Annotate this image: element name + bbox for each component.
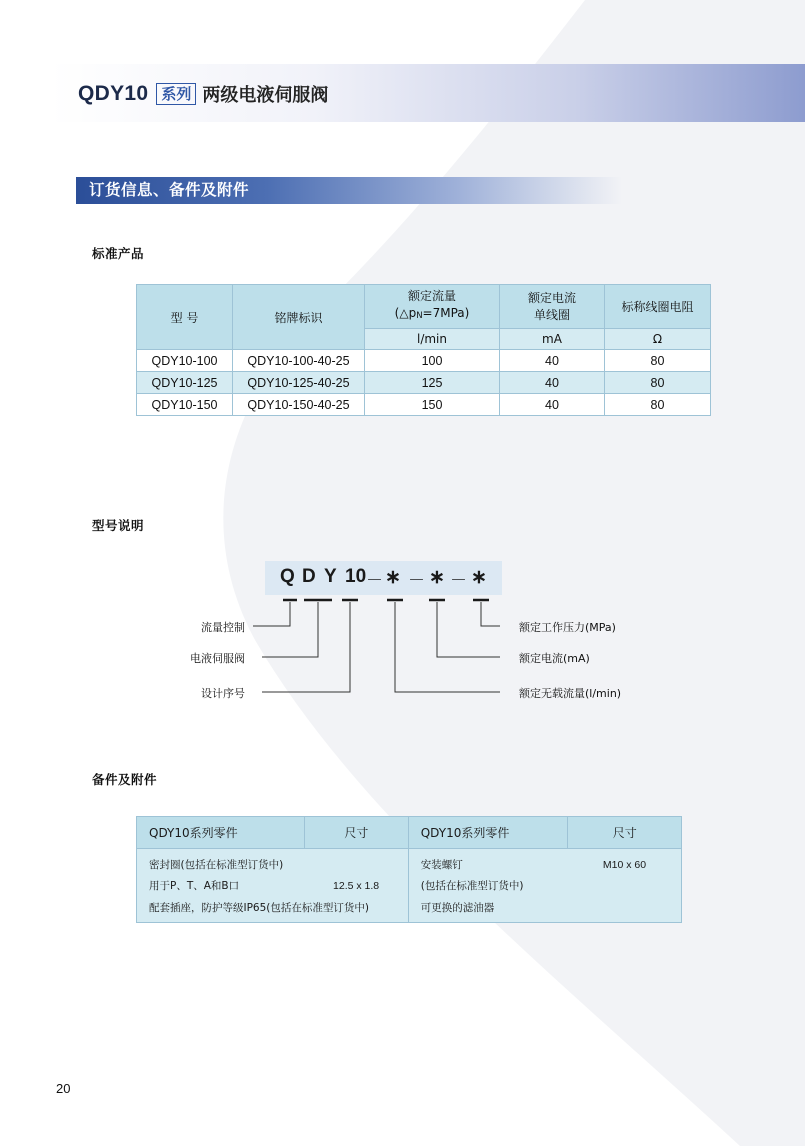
series-tag: 系列 xyxy=(156,83,196,105)
code-dash: － xyxy=(366,571,383,590)
col-flow-unit: l/min xyxy=(365,329,500,350)
spare-parts-heading: 备件及附件 xyxy=(92,772,158,787)
label-rated-flow: 额定无载流量(l/min) xyxy=(519,687,622,700)
cell-flow: 150 xyxy=(365,394,500,416)
col-resistance-unit: Ω xyxy=(605,329,711,350)
col-resistance-header: 标称线圈电阻 xyxy=(605,285,711,329)
spare-part-header-left: QDY10系列零件 xyxy=(137,817,305,849)
col-nameplate-header: 铭牌标识 xyxy=(233,285,365,350)
cell-nameplate: QDY10-150-40-25 xyxy=(233,394,365,416)
cell-flow: 125 xyxy=(365,372,500,394)
spare-part-right: 可更换的滤油器 xyxy=(408,897,568,923)
code-star: ∗ xyxy=(385,567,401,588)
code-star: ∗ xyxy=(471,567,487,588)
col-current-unit: mA xyxy=(500,329,605,350)
cell-nameplate: QDY10-100-40-25 xyxy=(233,350,365,372)
table-row xyxy=(137,350,711,372)
code-number: 10 xyxy=(345,566,367,587)
title-product-name: 两级电液伺服阀 xyxy=(202,85,329,106)
page-number: 20 xyxy=(56,1081,71,1096)
cell-current: 40 xyxy=(500,372,605,394)
col-flow-condition-suffix: =7MPa) xyxy=(422,306,470,320)
spare-size-header-right: 尺寸 xyxy=(568,817,682,849)
table-row xyxy=(137,897,682,923)
spare-size-left xyxy=(304,849,408,875)
spare-parts-table xyxy=(136,816,682,923)
cell-resistance: 80 xyxy=(605,394,711,416)
standard-products-table xyxy=(136,284,711,416)
table-row xyxy=(137,394,711,416)
col-flow-condition-sub: N xyxy=(416,311,423,321)
model-code-box xyxy=(265,561,502,595)
cell-model: QDY10-125 xyxy=(137,372,233,394)
col-current-label: 额定电流 xyxy=(527,290,576,305)
section-banner: 订货信息、备件及附件 xyxy=(76,177,622,204)
title-model: QDY10 xyxy=(78,82,149,105)
cell-nameplate: QDY10-125-40-25 xyxy=(233,372,365,394)
code-star: ∗ xyxy=(429,567,445,588)
spare-size-right xyxy=(568,897,682,923)
cell-model: QDY10-100 xyxy=(137,350,233,372)
cell-current: 40 xyxy=(500,350,605,372)
code-dash: － xyxy=(450,571,467,590)
code-char-d: D xyxy=(302,566,316,587)
page-title xyxy=(78,80,328,108)
spare-part-right: 安装螺钉 xyxy=(408,849,568,875)
spare-part-header-right: QDY10系列零件 xyxy=(408,817,568,849)
cell-resistance: 80 xyxy=(605,350,711,372)
spare-size-right: M10 x 60 xyxy=(568,849,682,875)
col-flow-condition-prefix: (△p xyxy=(394,306,417,320)
col-flow-label: 额定流量 xyxy=(407,289,456,303)
label-design-number: 设计序号 xyxy=(201,687,245,700)
cell-model: QDY10-150 xyxy=(137,394,233,416)
label-servo-valve: 电液伺服阀 xyxy=(190,652,245,665)
spare-part-left: 用于P、T、A和B口 xyxy=(137,875,305,897)
cell-current: 40 xyxy=(500,394,605,416)
spare-size-right xyxy=(568,875,682,897)
label-flow-control: 流量控制 xyxy=(201,621,245,634)
code-dash: － xyxy=(408,571,425,590)
spare-part-right: (包括在标准型订货中) xyxy=(408,875,568,897)
label-rated-pressure: 额定工作压力(MPa) xyxy=(519,621,616,634)
label-rated-current: 额定电流(mA) xyxy=(519,652,590,665)
table-row xyxy=(137,849,682,875)
col-current-coil: 单线圈 xyxy=(533,307,570,322)
spare-size-header-left: 尺寸 xyxy=(304,817,408,849)
spare-size-left: 12.5 x 1.8 xyxy=(304,875,408,897)
spare-part-left: 密封圈(包括在标准型订货中) xyxy=(137,849,305,875)
table-row xyxy=(137,372,711,394)
col-current-header xyxy=(500,285,605,329)
code-char-y: Y xyxy=(324,566,337,587)
col-flow-header xyxy=(365,285,500,329)
model-code-heading: 型号说明 xyxy=(92,518,145,533)
cell-flow: 100 xyxy=(365,350,500,372)
cell-resistance: 80 xyxy=(605,372,711,394)
table-row xyxy=(137,875,682,897)
standard-products-heading: 标准产品 xyxy=(92,246,145,261)
code-char-q: Q xyxy=(280,566,295,587)
col-model-header: 型 号 xyxy=(137,285,233,350)
spare-part-left: 配套插座，防护等级IP65(包括在标准型订货中) xyxy=(137,897,409,923)
